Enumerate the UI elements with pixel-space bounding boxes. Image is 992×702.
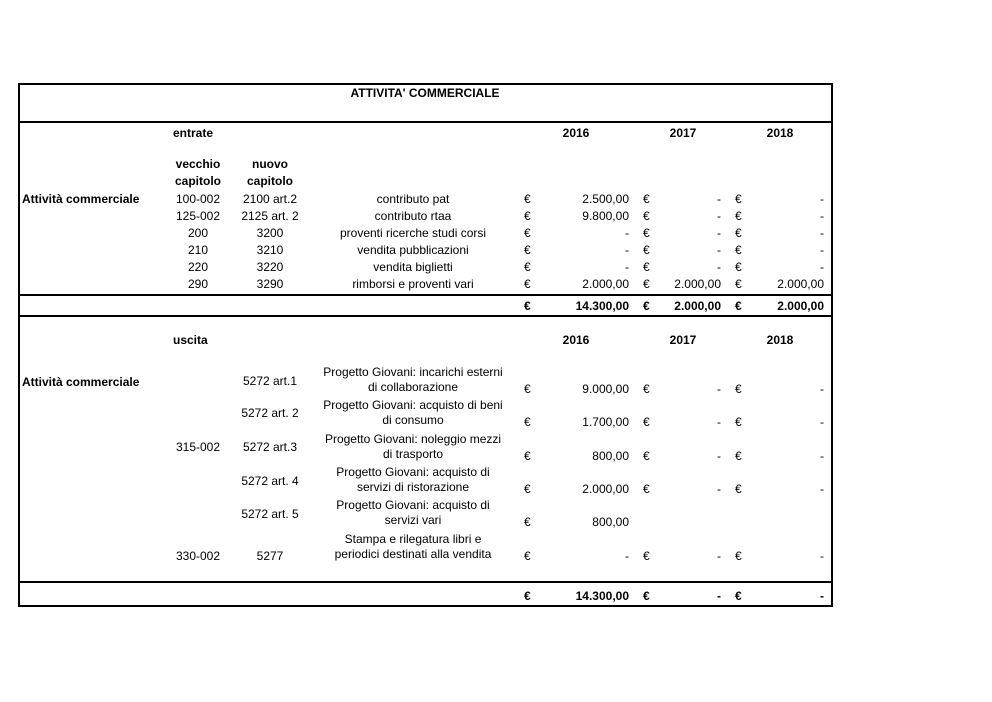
new-chapter: 2125 art. 2 <box>241 209 299 223</box>
currency-symbol: € <box>643 415 650 429</box>
row-description: rimborsi e proventi vari <box>352 277 474 291</box>
amount-2018: - <box>820 260 824 274</box>
currency-symbol: € <box>524 192 531 206</box>
amount-2017: 2.000,00 <box>674 277 721 291</box>
total-2017: 2.000,00 <box>674 299 721 313</box>
currency-symbol: € <box>643 449 650 463</box>
new-chapter: 5272 art.1 <box>242 374 298 388</box>
new-chapter: 5272 art. 4 <box>241 474 299 488</box>
currency-symbol: € <box>735 226 742 240</box>
col-header-new-chapter: nuovo <box>252 157 288 171</box>
old-chapter: 330-002 <box>175 549 221 563</box>
new-chapter: 5272 art.3 <box>242 440 298 454</box>
row-description: Progetto Giovani: noleggio mezzi <box>324 432 502 446</box>
row-description: Progetto Giovani: acquisto di beni <box>323 398 503 412</box>
category-label: Attività commerciale <box>22 192 140 206</box>
row-description: contributo pat <box>376 192 450 206</box>
currency-symbol: € <box>524 415 531 429</box>
divider <box>20 294 831 296</box>
old-chapter: 210 <box>187 243 209 257</box>
currency-symbol: € <box>643 482 650 496</box>
amount-2016: 2.000,00 <box>582 277 629 291</box>
old-chapter: 315-002 <box>175 440 221 454</box>
currency-symbol: € <box>643 226 650 240</box>
section-label-entrate: entrate <box>173 126 214 140</box>
new-chapter: 3220 <box>256 260 284 274</box>
new-chapter: 3290 <box>256 277 284 291</box>
old-chapter: 290 <box>187 277 209 291</box>
amount-2016: 2.500,00 <box>582 192 629 206</box>
currency-symbol: € <box>643 260 650 274</box>
col-header-old-chapter: vecchio <box>175 157 221 171</box>
currency-symbol: € <box>735 482 742 496</box>
total-2016: 14.300,00 <box>575 299 629 313</box>
amount-2018: - <box>820 209 824 223</box>
amount-2018: 2.000,00 <box>777 277 824 291</box>
row-description: vendita pubblicazioni <box>357 243 469 257</box>
amount-2016: 800,00 <box>592 515 629 529</box>
currency-symbol: € <box>735 415 742 429</box>
old-chapter: 100-002 <box>175 192 221 206</box>
row-description: vendita biglietti <box>373 260 453 274</box>
amount-2017: - <box>717 209 721 223</box>
currency-symbol: € <box>643 549 650 563</box>
row-description: di trasporto <box>382 447 444 461</box>
amount-2017: - <box>717 260 721 274</box>
currency-symbol: € <box>524 589 531 603</box>
amount-2016: 9.800,00 <box>582 209 629 223</box>
amount-2017: - <box>717 382 721 396</box>
year-header: 2016 <box>562 126 590 140</box>
currency-symbol: € <box>524 549 531 563</box>
row-description: Progetto Giovani: acquisto di <box>336 498 490 512</box>
amount-2018: - <box>820 243 824 257</box>
row-description: Progetto Giovani: incarichi esterni <box>323 365 503 379</box>
table-title: ATTIVITA' COMMERCIALE <box>350 86 500 100</box>
amount-2018: - <box>820 192 824 206</box>
year-header: 2016 <box>562 333 590 347</box>
amount-2018: - <box>820 382 824 396</box>
amount-2018: - <box>820 226 824 240</box>
currency-symbol: € <box>735 260 742 274</box>
amount-2017: - <box>717 549 721 563</box>
new-chapter: 5277 <box>256 549 284 563</box>
amount-2016: - <box>625 243 629 257</box>
currency-symbol: € <box>735 382 742 396</box>
section-label-uscita: uscita <box>173 333 208 347</box>
year-header: 2017 <box>669 126 697 140</box>
total-2018: 2.000,00 <box>777 299 824 313</box>
amount-2017: - <box>717 226 721 240</box>
currency-symbol: € <box>524 449 531 463</box>
currency-symbol: € <box>524 277 531 291</box>
year-header: 2018 <box>766 126 794 140</box>
year-header: 2018 <box>766 333 794 347</box>
old-chapter: 125-002 <box>175 209 221 223</box>
currency-symbol: € <box>524 382 531 396</box>
currency-symbol: € <box>735 549 742 563</box>
amount-2018: - <box>820 449 824 463</box>
col-header-new-chapter: capitolo <box>246 174 294 188</box>
currency-symbol: € <box>643 192 650 206</box>
currency-symbol: € <box>524 482 531 496</box>
amount-2017: - <box>717 415 721 429</box>
amount-2017: - <box>717 192 721 206</box>
currency-symbol: € <box>735 277 742 291</box>
col-header-old-chapter: capitolo <box>174 174 222 188</box>
row-description: servizi vari <box>384 513 442 527</box>
new-chapter: 5272 art. 5 <box>241 507 299 521</box>
row-description: periodici destinati alla vendita <box>334 547 492 561</box>
year-header: 2017 <box>669 333 697 347</box>
divider <box>20 581 831 583</box>
old-chapter: 220 <box>187 260 209 274</box>
currency-symbol: € <box>643 299 650 313</box>
currency-symbol: € <box>643 243 650 257</box>
currency-symbol: € <box>643 277 650 291</box>
amount-2016: - <box>625 260 629 274</box>
currency-symbol: € <box>643 382 650 396</box>
row-description: servizi di ristorazione <box>356 480 470 494</box>
row-description: di consumo <box>382 413 444 427</box>
total-2017: - <box>717 589 721 603</box>
currency-symbol: € <box>643 589 650 603</box>
amount-2017: - <box>717 482 721 496</box>
new-chapter: 2100 art.2 <box>242 192 298 206</box>
currency-symbol: € <box>735 299 742 313</box>
row-description: proventi ricerche studi corsi <box>339 226 487 240</box>
currency-symbol: € <box>735 192 742 206</box>
new-chapter: 5272 art. 2 <box>241 406 299 420</box>
amount-2016: 800,00 <box>592 449 629 463</box>
row-description: contributo rtaa <box>374 209 452 223</box>
amount-2017: - <box>717 243 721 257</box>
currency-symbol: € <box>735 449 742 463</box>
amount-2016: 2.000,00 <box>582 482 629 496</box>
amount-2018: - <box>820 415 824 429</box>
currency-symbol: € <box>643 209 650 223</box>
total-2016: 14.300,00 <box>575 589 629 603</box>
category-label: Attività commerciale <box>22 375 140 389</box>
currency-symbol: € <box>524 209 531 223</box>
currency-symbol: € <box>524 260 531 274</box>
currency-symbol: € <box>735 243 742 257</box>
currency-symbol: € <box>524 226 531 240</box>
currency-symbol: € <box>735 209 742 223</box>
row-description: Stampa e rilegatura libri e <box>344 532 482 546</box>
old-chapter: 200 <box>187 226 209 240</box>
currency-symbol: € <box>524 299 531 313</box>
divider <box>20 315 831 317</box>
amount-2016: 9.000,00 <box>582 382 629 396</box>
currency-symbol: € <box>735 589 742 603</box>
amount-2016: - <box>625 549 629 563</box>
amount-2016: 1.700,00 <box>582 415 629 429</box>
new-chapter: 3210 <box>256 243 284 257</box>
new-chapter: 3200 <box>256 226 284 240</box>
divider <box>20 121 831 123</box>
amount-2018: - <box>820 549 824 563</box>
amount-2017: - <box>717 449 721 463</box>
row-description: Progetto Giovani: acquisto di <box>336 465 490 479</box>
amount-2016: - <box>625 226 629 240</box>
row-description: di collaborazione <box>367 380 459 394</box>
currency-symbol: € <box>524 243 531 257</box>
currency-symbol: € <box>524 515 531 529</box>
budget-table <box>18 83 833 607</box>
total-2018: - <box>820 589 824 603</box>
amount-2018: - <box>820 482 824 496</box>
